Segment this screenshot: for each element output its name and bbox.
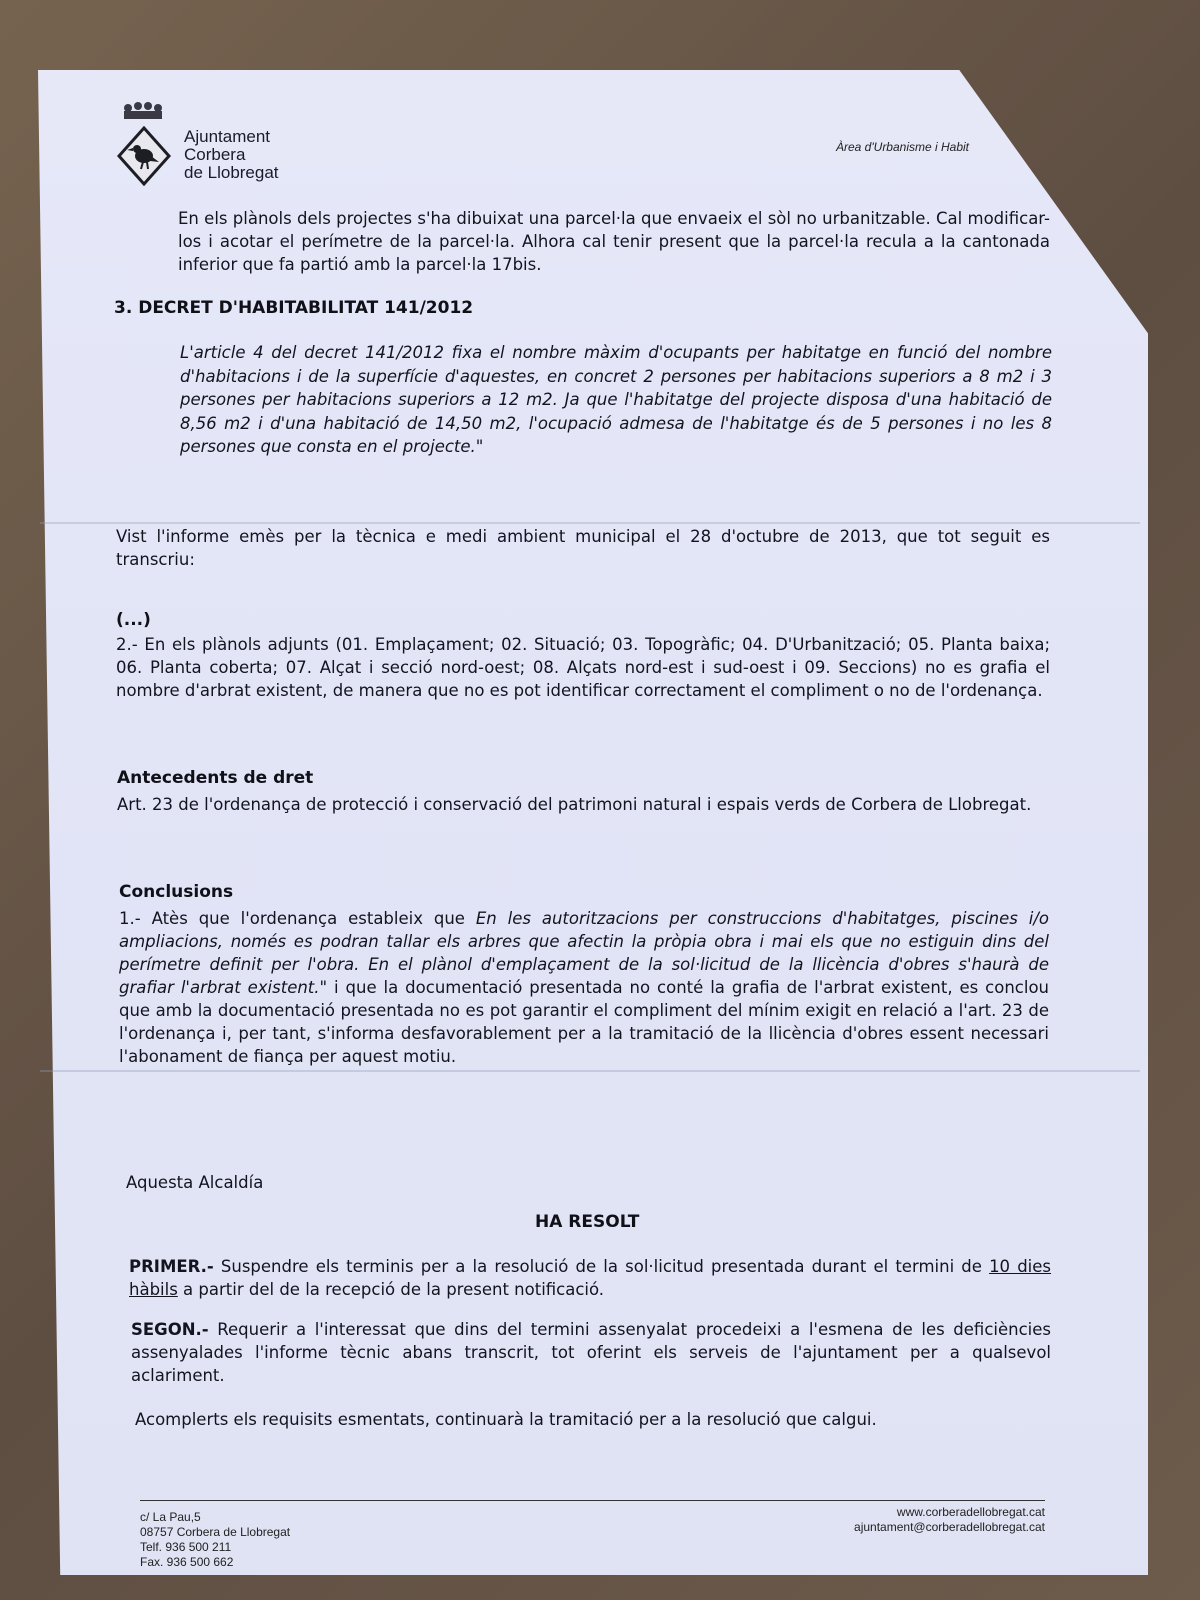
municipal-logo xyxy=(112,102,312,192)
primer-text-end: a partir del de la recepció de la present notificació. xyxy=(177,1280,605,1299)
footer-address xyxy=(140,1510,290,1570)
footer-street: c/ La Pau,5 xyxy=(140,1510,201,1524)
conclusions-heading: Conclusions xyxy=(119,882,234,902)
ellipsis-marker: (...) xyxy=(116,610,151,630)
crown-icon xyxy=(122,102,164,120)
decree-quote: L'article 4 del decret 141/2012 fixa el nombre màxim d'ocupants per habitatge en funció del nombre d'habitacions i de la superfície d'aquestes, en concret 2 persones per habitacions superiors a 8 m2 i 3 persones per habitacions superiors a 12 m2. Ja que l'habitatge del projecte disposa d'una habitació de 8,56 m2 i d'una habitació de 14,50 m2, l'ocupació admesa de l'habitatge és de 5 persones i no les 8 persones que consta en el projecte." xyxy=(180,343,1052,456)
conclusions-lead: 1.- Atès que l'ordenança estableix que xyxy=(119,909,476,928)
segon-paragraph xyxy=(131,1318,1051,1387)
footer-fax: Fax. 936 500 662 xyxy=(140,1555,234,1569)
department-label: Àrea d'Urbanisme i Habit xyxy=(836,140,970,154)
footer-website-link[interactable]: www.corberadellobregat.cat xyxy=(896,1505,1045,1519)
footer-phone: Telf. 936 500 211 xyxy=(140,1540,232,1554)
item-2-paragraph: 2.- En els plànols adjunts (01. Emplaçament; 02. Situació; 03. Topogràfic; 04. D'Urbanització; 05. Planta baixa; 06. Planta coberta; 07. Alçat i secció nord-oest; 08. Alçats nord-est i sud-oest i 09. Seccions) no es grafia el nombre d'arbrat existent, de manera que no es pot identificar correctament el compliment o no de l'ordenança. xyxy=(116,635,1050,700)
primer-text: Suspendre els terminis per a la resolució de la sol·licitud presentada durant el termini de xyxy=(213,1257,990,1276)
closing-paragraph: Acomplerts els requisits esmentats, continuarà la tramitació per a la resolució que calgui. xyxy=(135,1410,877,1429)
footer-city: 08757 Corbera de Llobregat xyxy=(140,1525,291,1539)
intro-paragraph: En els plànols dels projectes s'ha dibuixat una parcel·la que envaeix el sòl no urbanitzable. Cal modificar-los i acotar el perímetre de la parcel·la. Alhora cal tenir present que la parcel·la recula a la cantonada inferior que fa partió amb la parcel·la 17bis. xyxy=(178,209,1050,274)
vist-paragraph: Vist l'informe emès per la tècnica e medi ambient municipal el 28 d'octubre de 2013, que tot seguit es transcriu: xyxy=(116,527,1050,569)
deadline-days: 10 dies hàbils xyxy=(129,1257,1052,1299)
segon-text: Requerir a l'interessat que dins del termini assenyalat procedeixi a l'esmena de les deficiències assenyalades l'informe tècnic abans transcrit, tot oferint els serveis de l'ajuntament per a qualsevol aclariment. xyxy=(131,1320,1051,1385)
raven-shield-icon xyxy=(117,126,171,186)
footer-email-link[interactable]: ajuntament@corberadellobregat.cat xyxy=(854,1520,1045,1534)
segon-label: SEGON.- xyxy=(131,1320,209,1339)
conclusions-rest: i que la documentació presentada no conté la grafia de l'arbrat existent, es conclou que amb la documentació presentada no es pot garantir el compliment del mínim exigit en relació a l'art. 23 de l'ordenança i, per tant, s'informa desfavorablement per a la tramitació de la llicència d'obres essent necessari l'abonament de fiança per aquest motiu. xyxy=(119,978,1049,1066)
antecedents-heading: Antecedents de dret xyxy=(117,768,314,788)
org-name-line: Corbera xyxy=(184,145,246,164)
primer-paragraph xyxy=(129,1255,1051,1301)
org-name-line: Ajuntament xyxy=(184,127,270,146)
section-3-heading: 3. DECRET D'HABITABILITAT 141/2012 xyxy=(114,298,474,318)
org-name-line: de Llobregat xyxy=(184,163,279,182)
primer-label: PRIMER.- xyxy=(129,1257,214,1276)
ordinance-quote: En les autoritzacions per construccions d'habitatges, piscines i/o ampliacions, només es podran tallar els arbres que afectin la pròpia obra i mai els que no estiguin dins del perímetre definit per l'obra. En el plànol d'emplaçament de la sol·licitud de la llicència d'obres s'haurà de grafiar l'arbrat existent." xyxy=(119,909,1049,997)
footer-divider xyxy=(140,1500,1045,1501)
paper-fold-line xyxy=(40,522,1140,524)
ha-resolt-heading: HA RESOLT xyxy=(535,1212,640,1232)
conclusions-paragraph xyxy=(119,907,1049,1068)
alcaldia-line: Aquesta Alcaldía xyxy=(126,1173,264,1192)
paper-fold-line xyxy=(40,1070,1140,1072)
footer-contact xyxy=(780,1505,1045,1535)
antecedents-paragraph: Art. 23 de l'ordenança de protecció i conservació del patrimoni natural i espais verds de Corbera de Llobregat. xyxy=(117,795,1032,814)
org-name xyxy=(184,128,279,182)
